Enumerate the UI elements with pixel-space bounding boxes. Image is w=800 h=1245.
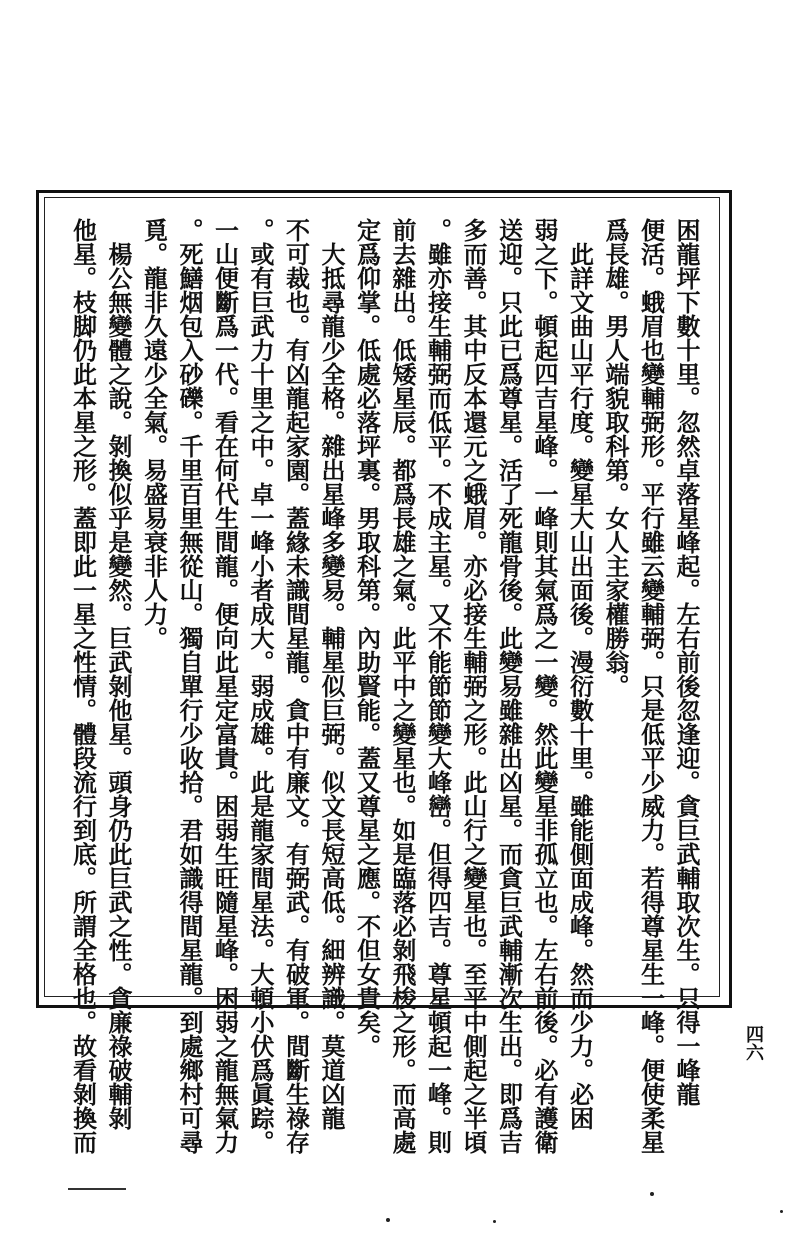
text-column: 。雖亦接生輔弼而低平。不成主星。又不能節節變大峰巒。但得四吉。尊星頓起一峰。則 — [423, 218, 453, 1154]
scan-speck — [386, 1218, 390, 1222]
text-column: 他星。枝脚仍此本星之形。蓋即此一星之性情。體段流行到底。所謂全格也。故看剝換而 — [68, 218, 98, 1154]
text-column: 一山便斷爲一代。看在何代生間龍。便向此星定富貴。困弱生旺隨星峰。困弱之龍無氣力 — [210, 218, 240, 1154]
scan-speck — [780, 1210, 783, 1213]
text-column: 定爲仰掌。低處必落坪裏。男取科第。內助賢能。蓋又尊星之應。不但女貴矣。 — [352, 218, 382, 1058]
text-column: 覓。龍非久遠少全氣。易盛易衰非人力。 — [139, 218, 169, 650]
text-column: 爲長雄。男人端貌取科第。女人主家權勝翁。 — [601, 218, 630, 698]
scan-mark — [68, 1188, 126, 1190]
text-column: 前去雜出。低矮星辰。都爲長雄之氣。此平中之變星也。如是臨落必剝飛梭之形。而高處 — [388, 218, 417, 1154]
text-column: 弱之下。頓起四吉星峰。一峰則其氣爲之一變。然此變星非孤立也。左右前後。必有護衛 — [530, 218, 559, 1154]
scan-speck — [650, 1192, 654, 1196]
text-column: 。死鱔烟包入砂礫。千里百里無從山。獨自單行少收拾。君如識得間星龍。到處鄉村可尋 — [175, 218, 204, 1154]
text-column: 困龍坪下數十里。忽然卓落星峰起。左右前後忽逢迎。貪巨武輔取次生。只得一峰龍 — [672, 218, 701, 1106]
text-column: 楊公無變體之說。剝換似乎是變然。巨武剝他星。頭身仍此巨武之性。貪廉祿破輔剝 — [104, 218, 133, 1130]
text-column: 便活。蛾眉也變輔弼形。平行雖云變輔弼。只是低平少威力。若得尊星生一峰。便使柔星 — [636, 218, 666, 1154]
text-body — [60, 218, 701, 1154]
text-column: 不可裁也。有凶龍起家園。蓋緣未識間星龍。貪中有廉文。有弼武。有破軍。間斷生祿存 — [281, 218, 311, 1154]
text-column: 大抵尋龍少全格。雜出星峰多變易。輔星似巨弼。似文長短高低。細辨識。莫道凶龍 — [317, 218, 346, 1130]
text-column: 多而善。其中反本還元之蛾眉。亦必接生輔弼之形。此山行之變星也。至平中側起之半頃 — [459, 218, 488, 1154]
text-column: 此詳文曲山平行度。變星大山出面後。漫衍數十里。雖能側面成峰。然而少力。必困 — [565, 218, 595, 1130]
page-number: 四六 — [743, 1025, 764, 1061]
text-column: 送迎。只此已爲尊星。活了死龍骨後。此變易雖雜出凶星。而貪巨武輔漸次生出。即爲吉 — [494, 218, 524, 1154]
text-column: 。或有巨武力十里之中。卓一峰小者成大。弱成雄。此是龍家間星法。大頓小伏爲眞踪。 — [246, 218, 275, 1154]
scan-speck — [493, 1220, 496, 1223]
